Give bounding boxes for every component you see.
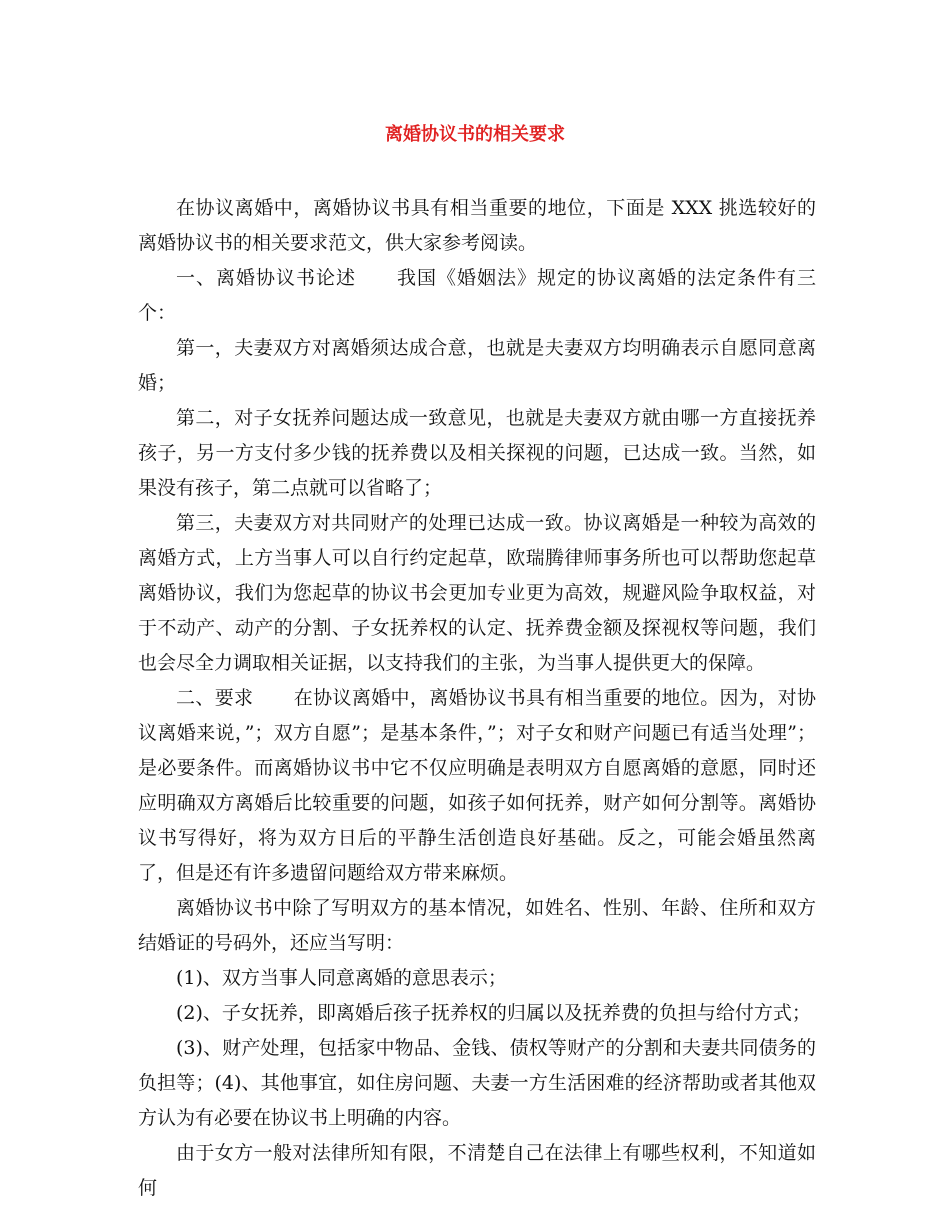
list-item-text: (2)、子女抚养，即离婚后孩子抚养权的归属以及抚养费的负担与给付方式；	[176, 1002, 811, 1024]
paragraph-text: 在协议离婚中，离婚协议书具有相当重要的地位。因为，对协议离婚来说，”；双方自愿”；是基本条件，”；对子女和财产问题已有适当处理”；是必要条件。而离婚协议书中它不仅应明确是表明双方自愿离婚的意愿，同时还应明确双方离婚后比较重要的问题，如孩子如何抚养，财产如何分割等。离婚协议书写得好，将为双方日后的平静生活创造良好基础。反之，可能会婚虽然离了，但是还有许多遗留问题给双方带来麻烦。	[138, 687, 816, 884]
section-heading: 一、离婚协议书论述	[176, 267, 356, 289]
paragraph-text: 我国《婚姻法》规定的协议离婚的法定条件有三个：	[138, 267, 816, 324]
paragraph	[138, 506, 816, 681]
paragraph	[138, 191, 816, 261]
list-item-text: (1)、双方当事人同意离婚的意思表示；	[176, 967, 507, 989]
paragraph-text: 离婚协议书中除了写明双方的基本情况，如姓名、性别、年龄、住所和双方结婚证的号码外，还应当写明：	[138, 897, 816, 954]
section-heading: 二、要求	[176, 687, 254, 709]
paragraph-text: 在协议离婚中，离婚协议书具有相当重要的地位，下面是 XXX 挑选较好的离婚协议书的相关要求范文，供大家参考阅读。	[138, 197, 816, 254]
list-item-text: (3)、财产处理，包括家中物品、金钱、债权等财产的分割和夫妻共同债务的负担等；(4)、其他事宜，如住房问题、夫妻一方生活困难的经济帮助或者其他双方认为有必要在协议书上明确的内容。	[138, 1037, 816, 1129]
paragraph	[138, 331, 816, 401]
paragraph-text: 第一，夫妻双方对离婚须达成合意，也就是夫妻双方均明确表示自愿同意离婚；	[138, 337, 816, 394]
document-title: 离婚协议书的相关要求	[385, 124, 565, 145]
paragraph	[138, 891, 816, 961]
paragraph	[138, 401, 816, 506]
paragraph	[138, 681, 816, 891]
paragraph	[138, 261, 816, 331]
paragraph-text: 第三，夫妻双方对共同财产的处理已达成一致。协议离婚是一种较为高效的离婚方式，上方当事人可以自行约定起草，欧瑞腾律师事务所也可以帮助您起草离婚协议，我们为您起草的协议书会更加专业更为高效，规避风险争取权益，对于不动产、动产的分割、子女抚养权的认定、抚养费金额及探视权等问题，我们也会尽全力调取相关证据，以支持我们的主张，为当事人提供更大的保障。	[138, 512, 816, 674]
paragraph	[138, 996, 816, 1031]
paragraph	[138, 961, 816, 996]
paragraph	[138, 1136, 816, 1206]
paragraph	[138, 1031, 816, 1136]
paragraph-text: 由于女方一般对法律所知有限，不清楚自己在法律上有哪些权利，不知道如何	[138, 1142, 816, 1199]
document-body	[138, 191, 816, 1206]
paragraph-text: 第二，对子女抚养问题达成一致意见，也就是夫妻双方就由哪一方直接抚养孩子，另一方支付多少钱的抚养费以及相关探视的问题，已达成一致。当然，如果没有孩子，第二点就可以省略了；	[138, 407, 816, 499]
